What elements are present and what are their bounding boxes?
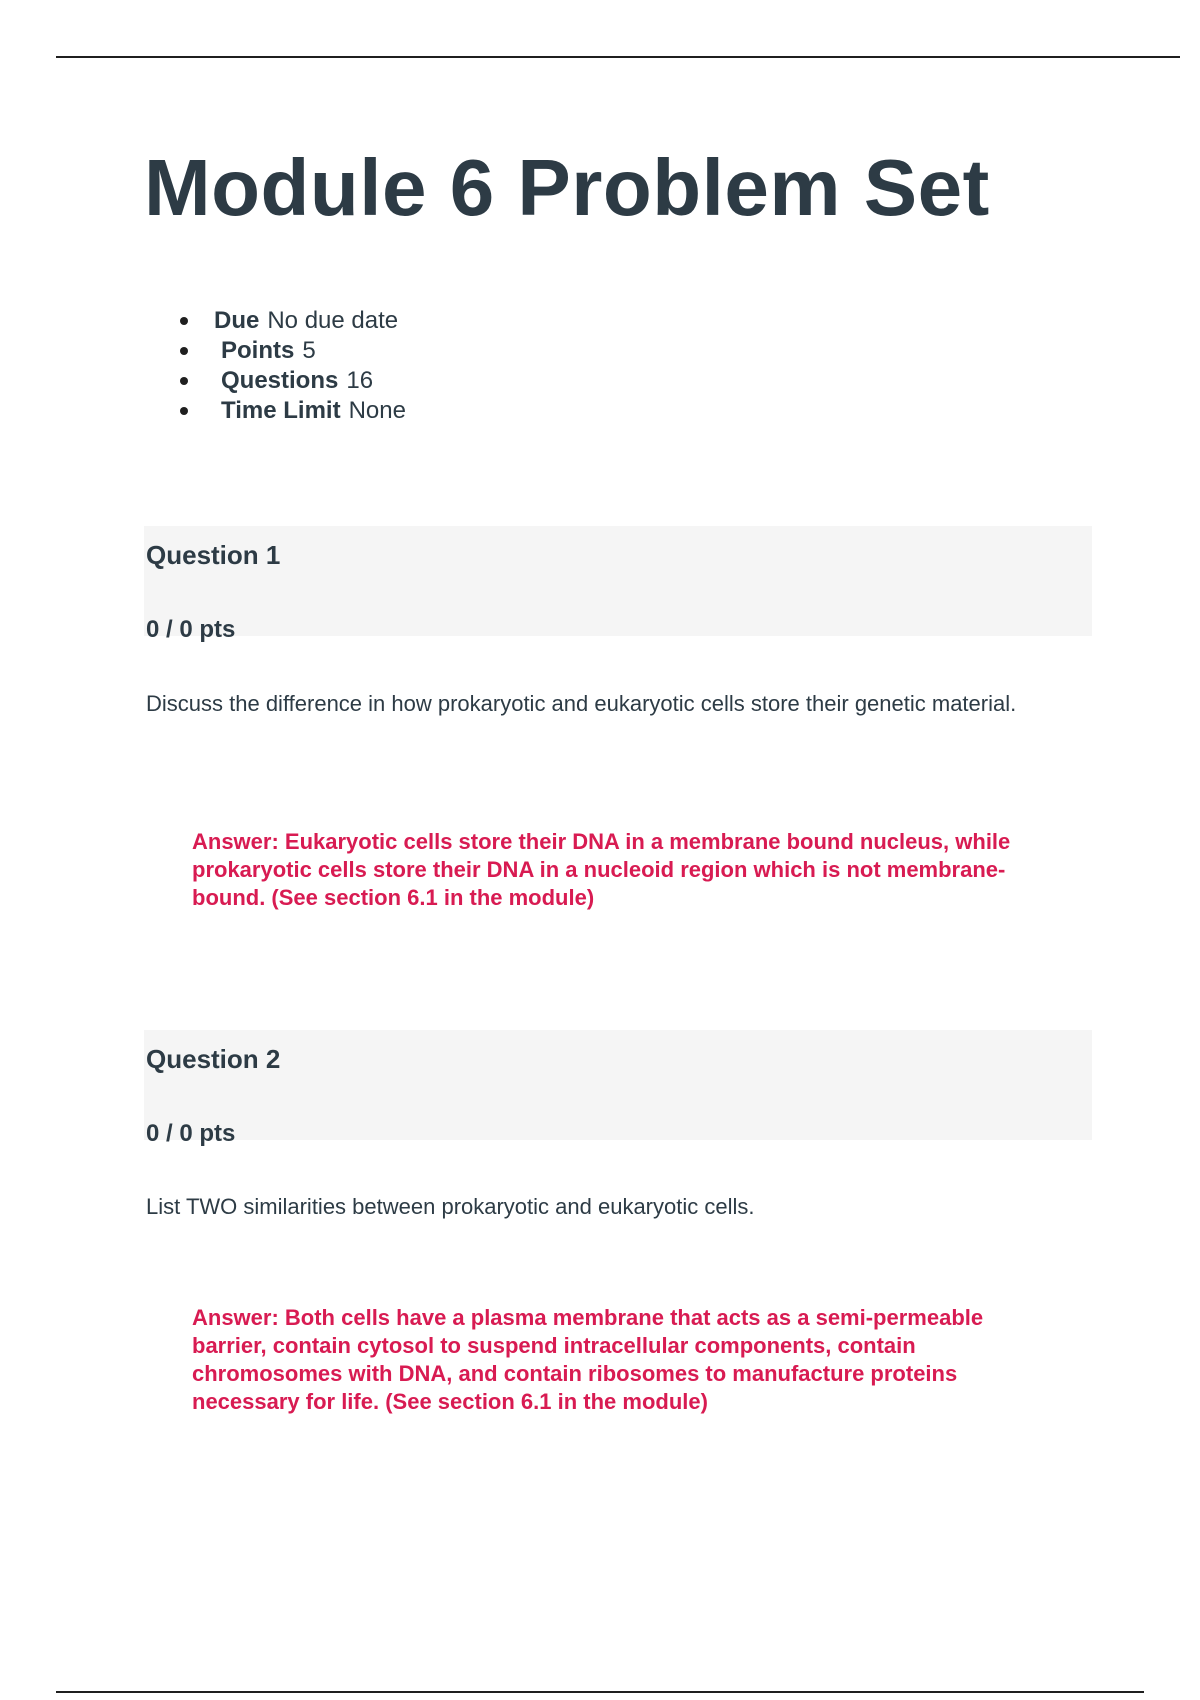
meta-value: No due date [267,307,399,334]
meta-value: 5 [302,337,316,364]
question-2-header [144,1030,1092,1147]
question-2-answer: Answer: Both cells have a plasma membrane that acts as a semi-permeable barrier, contain cytosol to suspend intracellular components, contain chromosomes with DNA, and contain ribosomes to manufacture proteins necessary for life. (See section 6.1 in the module) [192,1305,984,1414]
meta-value: 16 [346,367,374,394]
meta-item-questions [180,366,406,396]
question-1-answer: Answer: Eukaryotic cells store their DNA in a membrane bound nucleus, while prokaryotic cells store their DNA in a nucleoid region which is not membrane-bound. (See section 6.1 in the module) [192,829,1011,910]
top-divider [56,56,1180,58]
meta-item-points [180,336,406,366]
bullet-icon [180,377,188,385]
quiz-details-list [180,306,406,426]
bullet-icon [180,407,188,415]
meta-item-due [180,306,406,336]
question-title: Question 2 [146,1044,281,1074]
question-1-text: Discuss the difference in how prokaryotic and eukaryotic cells store their genetic material. [146,691,1017,716]
meta-label: Questions [221,367,339,394]
question-2-text: List TWO similarities between prokaryotic and eukaryotic cells. [146,1194,755,1219]
bottom-divider [56,1691,1144,1693]
question-points: 0 / 0 pts [146,1120,236,1147]
question-title: Question 1 [146,540,281,570]
bullet-icon [180,347,188,355]
question-points: 0 / 0 pts [146,616,236,643]
meta-label: Due [214,307,260,334]
meta-label: Time Limit [221,397,341,424]
meta-value: None [348,397,406,424]
bullet-icon [180,317,188,325]
meta-label: Points [221,337,295,364]
page-title: Module 6 Problem Set [144,143,990,232]
question-1-header [144,526,1092,643]
meta-item-time-limit [180,396,406,426]
